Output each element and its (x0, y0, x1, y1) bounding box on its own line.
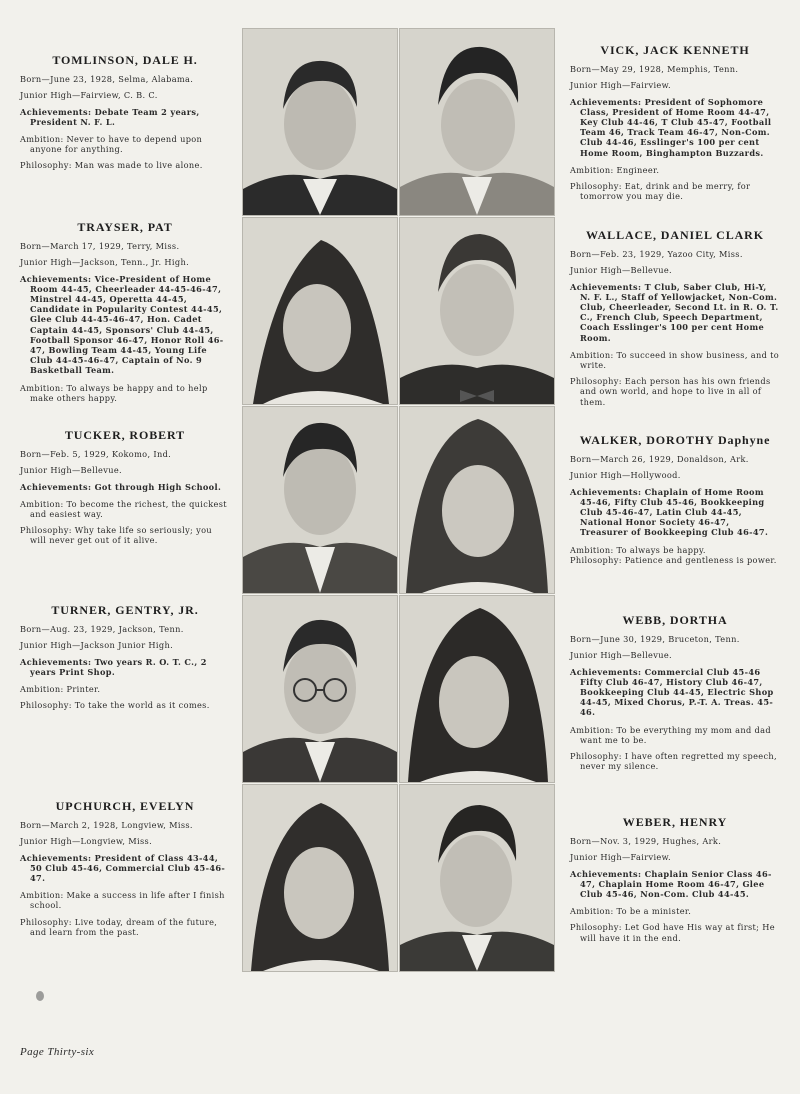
portrait-photo-turner (242, 595, 398, 783)
student-name: TRAYSER, PAT (77, 220, 173, 234)
philosophy-text: Philosophy: Why take life so seriously; you will never get out of it alive. (20, 525, 212, 546)
achievements-text: Achievements: Two years R. O. T. C., 2 years Print Shop. (20, 656, 207, 677)
portrait-photo-trayser (242, 217, 398, 405)
junior-high-line: Junior High—Fairview. (570, 852, 671, 863)
junior-high-line: Junior High—Hollywood. (570, 470, 681, 481)
student-entry-turner (20, 605, 230, 716)
ambition-text: Ambition: To always be happy and to help make others happy. (20, 382, 208, 403)
student-name: WALKER, DOROTHY Daphyne (579, 433, 771, 447)
junior-high-line: Junior High—Longview, Miss. (20, 836, 153, 847)
born-line: Born—Feb. 5, 1929, Kokomo, Ind. (20, 449, 172, 460)
born-line: Born—May 29, 1928, Memphis, Tenn. (570, 64, 739, 75)
ambition-text: Ambition: To always be happy. (570, 544, 706, 555)
ink-speck (36, 991, 44, 1001)
junior-high-line: Junior High—Jackson, Tenn., Jr. High. (20, 257, 190, 268)
portrait-photo-wallace (399, 217, 555, 405)
portrait-photo-tomlinson (242, 28, 398, 216)
portrait-photo-vick (399, 28, 555, 216)
student-name: TURNER, GENTRY, JR. (51, 603, 199, 617)
achievements-text: Achievements: Chaplain Senior Class 46-47, Chaplain Home Room 46-47, Glee Club 45-46, Non-Com. Club 44-45. (570, 868, 772, 900)
portrait-photo-tucker (242, 406, 398, 594)
student-entry-trayser (20, 222, 230, 409)
born-line: Born—March 26, 1929, Donaldson, Ark. (570, 454, 749, 465)
junior-high-line: Junior High—Fairview. (570, 80, 671, 91)
student-entry-wallace (570, 230, 780, 413)
born-line: Born—June 23, 1928, Selma, Alabama. (20, 74, 194, 85)
ambition-text: Ambition: Engineer. (570, 164, 660, 175)
student-entry-upchurch (20, 801, 230, 943)
achievements-text: Achievements: Vice-President of Home Room 44-45, Cheerleader 44-45-46-47, Minstrel 44-45, Operetta 44-45, Candidate in Popularity Contest 44-45, Glee Club 44-45-46-47, Hon. Cadet Captain 44-45, Sponsors' Club 44-45, Football Sponsor 46-47, Honor Roll 46-47, Bowling Team 44-45, Young Life Club 44-45-46-47, Captain of No. 9 Basketball Team. (20, 273, 224, 376)
portrait-photo-walker (399, 406, 555, 594)
junior-high-line: Junior High—Bellevue. (570, 650, 672, 661)
achievements-text: Achievements: President of Sophomore Class, President of Home Room 44-47, Key Club 44-46, T Club 45-47, Football Team 46, Track Team 46-47, Non-Com. Club 44-46, Esslinger's 100 per cent Home Room, Binghampton Buzzards. (570, 96, 772, 158)
student-entry-tomlinson (20, 55, 230, 177)
born-line: Born—March 17, 1929, Terry, Miss. (20, 241, 180, 252)
achievements-text: Achievements: T Club, Saber Club, Hi-Y, N. F. L., Staff of Yellowjacket, Non-Com. Club, Cheerleader, Second Lt. in R. O. T. C., French Club, Speech Department, Coach Esslinger's 100 per cent Home Room. (570, 281, 779, 343)
philosophy-text: Philosophy: Let God have His way at first; He will have it in the end. (570, 922, 775, 943)
student-entry-tucker (20, 430, 230, 552)
born-line: Born—Aug. 23, 1929, Jackson, Tenn. (20, 624, 184, 635)
junior-high-line: Junior High—Jackson Junior High. (20, 640, 174, 651)
achievements-text: Achievements: Got through High School. (20, 481, 222, 492)
born-line: Born—Feb. 23, 1929, Yazoo City, Miss. (570, 249, 743, 260)
student-name: TOMLINSON, DALE H. (52, 53, 198, 67)
student-name: TUCKER, ROBERT (64, 428, 186, 442)
ambition-text: Ambition: Make a success in life after I finish school. (20, 890, 225, 911)
philosophy-text: Philosophy: Man was made to live alone. (20, 160, 203, 171)
student-entry-walker (570, 435, 780, 571)
portrait-photo-upchurch (242, 784, 398, 972)
achievements-text: Achievements: Commercial Club 45-46 Fifty Club 46-47, History Club 46-47, Bookkeeping Club 44-45, Electric Shop 44-45, Mixed Chorus, P.-T. A. Treas. 45-46. (570, 666, 774, 718)
page-number: Page Thirty-six (20, 1046, 95, 1058)
achievements-text: Achievements: President of Class 43-44, 50 Club 45-46, Commercial Club 45-46-47. (20, 852, 226, 884)
portrait-photo-weber (399, 784, 555, 972)
ambition-text: Ambition: Printer. (20, 684, 101, 695)
student-name: WEBER, HENRY (622, 815, 728, 829)
philosophy-text: Philosophy: Each person has his own friends and own world, and hope to live in all of them. (570, 376, 771, 407)
philosophy-text: Philosophy: To take the world as it comes. (20, 700, 210, 711)
student-name: WEBB, DORTHA (622, 613, 728, 627)
born-line: Born—March 2, 1928, Longview, Miss. (20, 820, 193, 831)
ambition-text: Ambition: To be everything my mom and dad want me to be. (570, 724, 771, 745)
student-entry-webb (570, 615, 780, 777)
junior-high-line: Junior High—Bellevue. (20, 465, 122, 476)
ambition-text: Ambition: To succeed in show business, and to write. (570, 349, 780, 371)
portrait-photo-webb (399, 595, 555, 783)
achievements-text: Achievements: Chaplain of Home Room 45-46, Fifty Club 45-46, Bookkeeping Club 45-46-47, Latin Club 44-45, National Honor Society 46-47, Treasurer of Bookkeeping Club 46-47. (570, 486, 769, 538)
philosophy-text: Philosophy: Eat, drink and be merry, for tomorrow you may die. (570, 181, 751, 202)
born-line: Born—Nov. 3, 1929, Hughes, Ark. (570, 836, 722, 847)
student-entry-vick (570, 45, 780, 207)
philosophy-text: Philosophy: Live today, dream of the future, and learn from the past. (20, 916, 218, 937)
ambition-text: Ambition: Never to have to depend upon anyone for anything. (20, 134, 203, 155)
student-entry-weber (570, 817, 780, 949)
philosophy-text: Philosophy: I have often regretted my speech, never my silence. (570, 751, 777, 772)
born-line: Born—June 30, 1929, Bruceton, Tenn. (570, 634, 740, 645)
student-name: UPCHURCH, EVELYN (55, 799, 195, 813)
student-name: VICK, JACK KENNETH (600, 43, 750, 57)
junior-high-line: Junior High—Bellevue. (570, 265, 672, 276)
philosophy-text: Philosophy: Patience and gentleness is power. (570, 554, 777, 565)
achievements-text: Achievements: Debate Team 2 years, President N. F. L. (20, 106, 200, 127)
ambition-text: Ambition: To be a minister. (570, 906, 692, 917)
student-name: WALLACE, DANIEL CLARK (586, 228, 764, 242)
ambition-text: Ambition: To become the richest, the quickest and easiest way. (20, 498, 227, 520)
junior-high-line: Junior High—Fairview, C. B. C. (20, 90, 158, 101)
